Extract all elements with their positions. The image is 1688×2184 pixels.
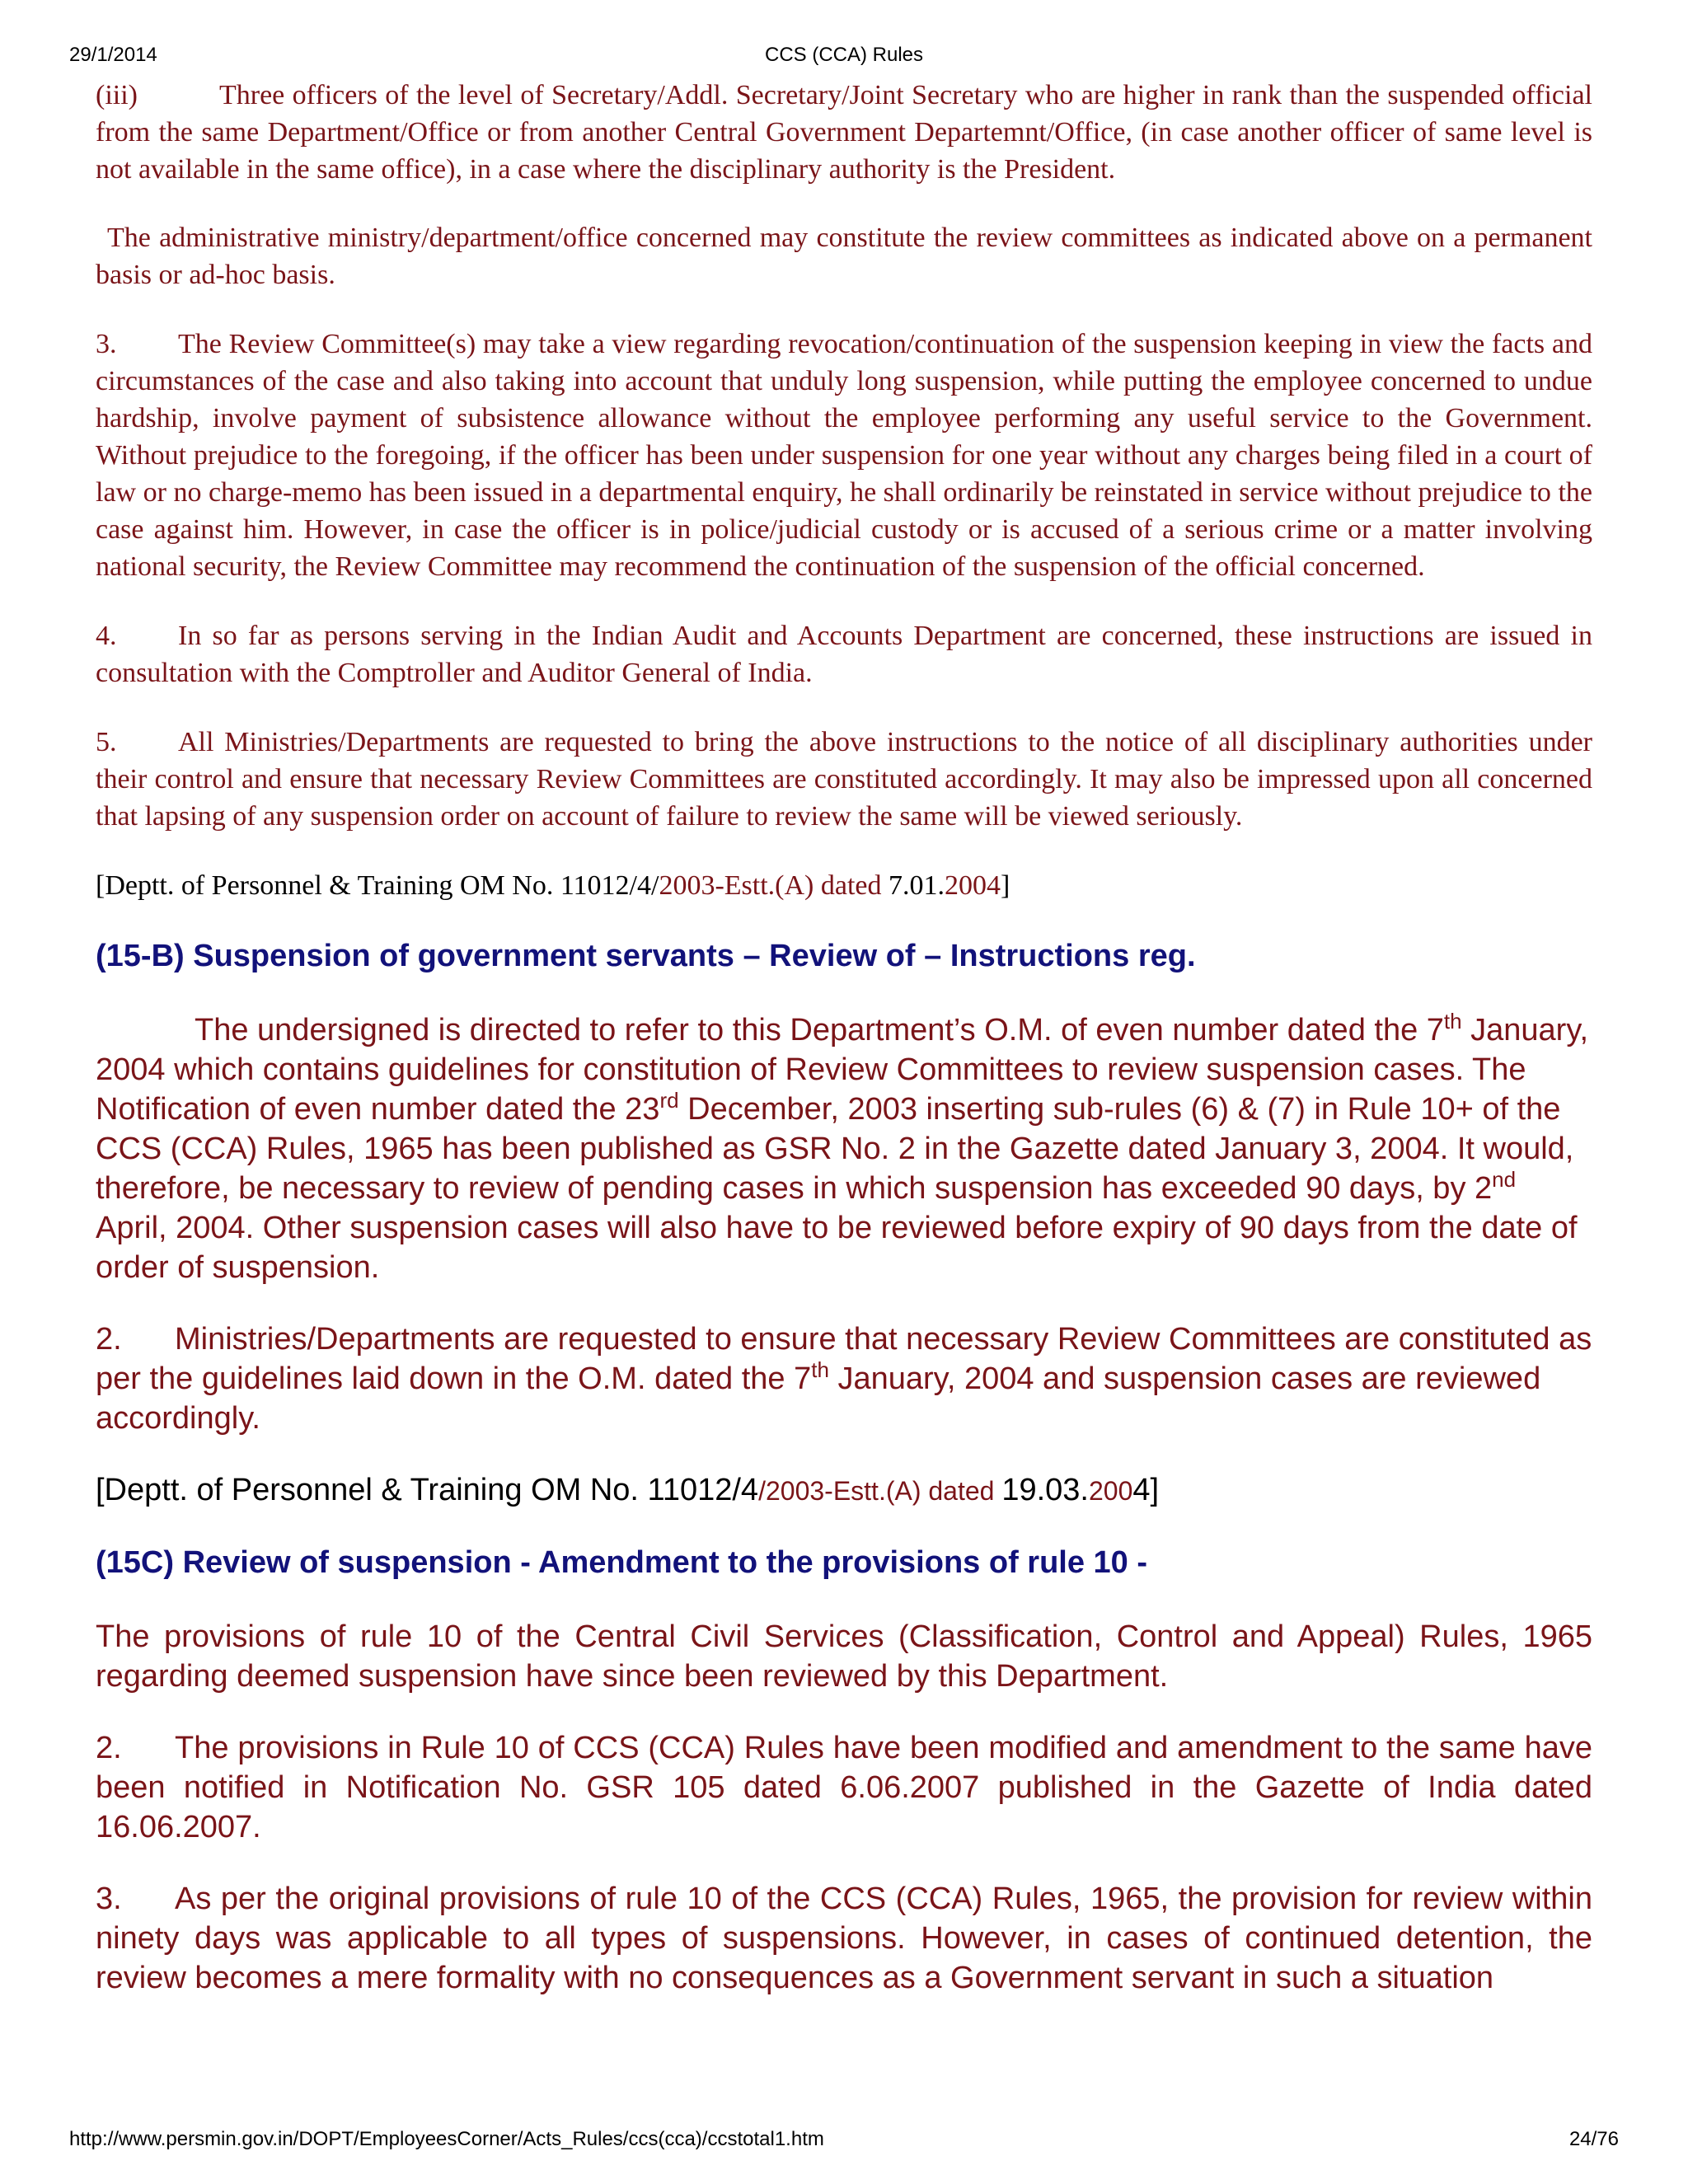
paragraph-text: Three officers of the level of Secretary/Addl. Secretary/Joint Secretary who are higher in rank than the suspended official from the same Department/Office or from another Central Government Departemnt/Office, (in case another officer of same level is not available in the same office), in a case where the disciplinary authority is the President. (96, 80, 1592, 185)
item-number: (iii) (96, 80, 138, 110)
reference-citation: [Deptt. of Personnel & Training OM No. 11012/4/2003-Estt.(A) dated 19.03.2004] (96, 1473, 1160, 1507)
section-heading-15b: (15-B) Suspension of government servants – Review of – Instructions reg. (96, 939, 1196, 973)
paragraph-2: 2. The provisions in Rule 10 of CCS (CCA) Rules have been modified and amendment to the same have been notified in Notification No. GSR 105 dated 6.06.2007 published in the Gazette of India dated 16.06.2007. (96, 1728, 1592, 1847)
item-number: 5. (96, 727, 117, 757)
header-date: 29/1/2014 (69, 44, 157, 66)
paragraph-2: 2. Ministries/Departments are requested to ensure that necessary Review Committees are constituted as per the guidelines laid down in the O.M. dated the 7th January, 2004 and suspension cases are reviewed accordingly. (96, 1319, 1592, 1438)
paragraph-text: In so far as persons serving in the Indian Audit and Accounts Department are concerned, these instructions are issued in consultation with the Comptroller and Auditor General of India. (96, 621, 1592, 688)
paragraph-3 (96, 326, 1592, 585)
paragraph-text: The Review Committee(s) may take a view regarding revocation/continuation of the suspension keeping in view the facts and circumstances of the case and also taking into account that unduly long suspension, while putting the employee concerned to undue hardship, involve payment of subsistence allowance without the employee performing any useful service to the Government. Without prejudice to the foregoing, if the officer has been under suspension for one year without any charges being filed in a court of law or no charge-memo has been issued in a departmental enquiry, he shall ordinarily be reinstated in service without prejudice to the case against him. However, in case the officer is in police/judicial custody or is accused of a serious crime or a matter involving national security, the Review Committee may recommend the continuation of the suspension of the official concerned. (96, 329, 1592, 582)
reference-citation: [Deptt. of Personnel & Training OM No. 11012/4/2003-Estt.(A) dated 7.01.2004] (96, 870, 1010, 901)
section-15c (96, 1617, 1592, 1998)
item-number: 2. (96, 1731, 122, 1765)
paragraph-text: The administrative ministry/department/office concerned may constitute the review committees as indicated above on a permanent basis or ad-hoc basis. (96, 223, 1592, 290)
paragraph-4 (96, 617, 1592, 691)
paragraph-admin (96, 219, 1592, 293)
paragraph-1: The undersigned is directed to refer to this Department’s O.M. of even number dated the 7th January, 2004 which contains guidelines for constitution of Review Committees to review suspension cases. The Notification of even number dated the 23rd December, 2003 inserting sub-rules (6) & (7) in Rule 10+ of the CCS (CCA) Rules, 1965 has been published as GSR No. 2 in the Gazette dated January 3, 2004. It would, therefore, be necessary to review of pending cases in which suspension has exceeded 90 days, by 2nd April, 2004. Other suspension cases will also have to be reviewed before expiry of 90 days from the date of order of suspension. (96, 1009, 1589, 1285)
item-number: 2. (96, 1322, 122, 1357)
section-15a-continuation (96, 77, 1592, 904)
section-heading-15c: (15C) Review of suspension - Amendment to the provisions of rule 10 - (96, 1545, 1148, 1580)
footer-url: http://www.persmin.gov.in/DOPT/EmployeesCorner/Acts_Rules/ccs(cca)/ccstotal1.htm (69, 2128, 824, 2150)
section-15b (96, 1010, 1592, 1511)
paragraph-3: 3. As per the original provisions of rule 10 of the CCS (CCA) Rules, 1965, the provision for review within ninety days was applicable to all types of suspensions. However, in cases of continued detention, the review becomes a mere formality with no consequences as a Government servant in such a situation (96, 1879, 1592, 1998)
footer-page-number: 24/76 (1568, 2128, 1619, 2150)
item-number: 3. (96, 329, 117, 359)
paragraph-iii (96, 77, 1592, 188)
item-number: 4. (96, 621, 117, 651)
document-body (96, 77, 1592, 2030)
paragraph-5 (96, 724, 1592, 835)
item-number: 3. (96, 1882, 122, 1916)
paragraph-1: The provisions of rule 10 of the Central Civil Services (Classification, Control and Appeal) Rules, 1965 regarding deemed suspension have since been reviewed by this Department. (96, 1619, 1592, 1694)
header-title: CCS (CCA) Rules (764, 44, 924, 66)
paragraph-text: All Ministries/Departments are requested to bring the above instructions to the notice of all disciplinary authorities under their control and ensure that necessary Review Committees are constituted accordingly. It may also be impressed upon all concerned that lapsing of any suspension order on account of failure to review the same will be viewed seriously. (96, 727, 1592, 832)
